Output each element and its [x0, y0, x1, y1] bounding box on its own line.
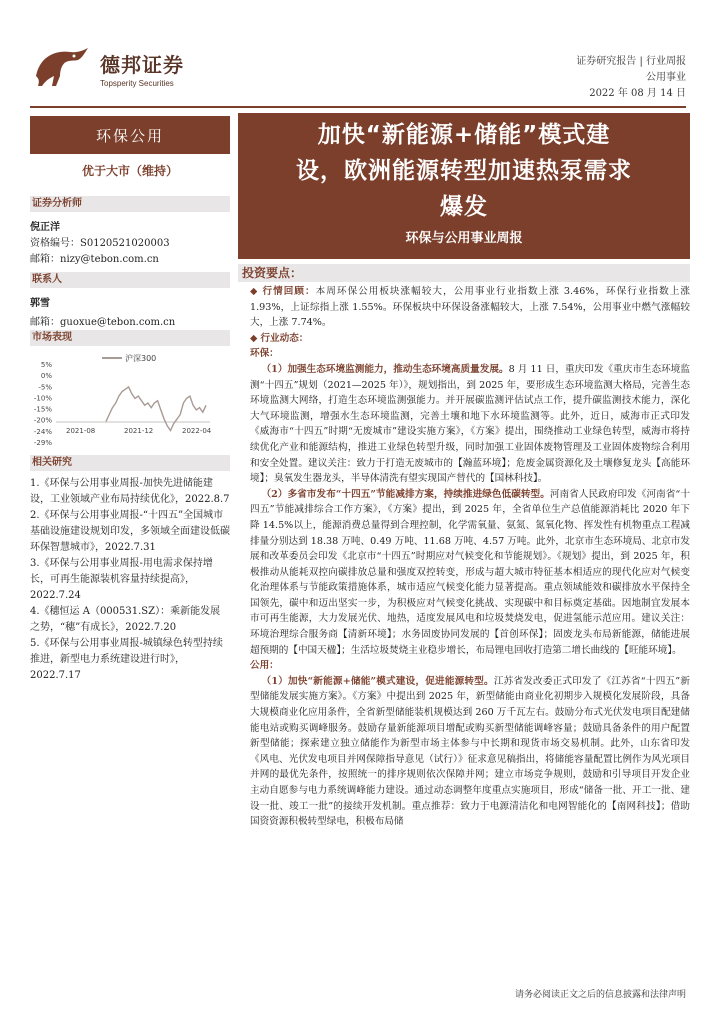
title-line-2: 设，欧洲能源转型加速热泵需求	[296, 158, 632, 184]
analyst-email[interactable]: 邮箱：nizy@tebon.com.cn	[30, 254, 159, 265]
related-item[interactable]: 1.《环保与公用事业周报-加快先进储能建设，工业领域产业布局持续优化》，2022.8.7	[30, 478, 230, 505]
env-paragraph-1	[238, 362, 690, 487]
footer-disclaimer: 请务必阅读正文之后的信息披露和法律声明	[514, 990, 686, 1000]
contact-email[interactable]: 邮箱：guoxue@tebon.com.cn	[30, 317, 176, 328]
market-performance-chart	[30, 350, 230, 450]
utility-paragraph-1-head: （1）加快“新能源+储能”模式建设，促进能源转型。	[261, 675, 494, 687]
y-tick-label: -5%	[38, 383, 52, 392]
related-section-header: 相关研究	[30, 455, 230, 471]
key-points-header: 投资要点：	[238, 264, 690, 282]
contact-name: 郭雪	[30, 298, 50, 309]
x-tick-label: 2021-08	[66, 427, 96, 435]
report-body	[238, 284, 690, 830]
market-review-paragraph	[238, 284, 690, 331]
y-tick-label: 0%	[40, 372, 52, 381]
env-paragraph-2	[238, 487, 690, 659]
utility-paragraph-1	[238, 674, 690, 830]
y-tick-label: -20%	[33, 416, 52, 425]
report-title	[238, 113, 690, 225]
analyst-section-header: 证券分析师	[30, 196, 230, 212]
y-tick-label: 5%	[40, 361, 52, 369]
related-item[interactable]: 2.《环保与公用事业周报-“十四五”全国城市基础设施建设规划印发，多领域全面建设低碳环保智慧城市》，2022.7.31	[30, 510, 230, 553]
brand-name-cn: 德邦证券	[100, 52, 184, 77]
related-research-list	[30, 476, 230, 684]
contact-section-header: 联系人	[30, 272, 230, 288]
related-item[interactable]: 4.《穗恒运 A（000531.SZ）：乘新能发展之势，“穗”有成长》，2022.7.20	[30, 606, 221, 633]
market-review-text: 本周环保公用板块涨幅较大，公用事业行业指数上涨 3.46%，环保行业指数上涨 1.93%，上证综指上涨 1.55%。环保板块中环保设备涨幅较大，上涨 7.54%，公用事业中燃气涨幅较大，上涨 7.74%。	[250, 286, 690, 329]
related-item[interactable]: 5.《环保与公用事业周报-城镇绿色转型持续推进，新型电力系统建设进行时》，2022.7.17	[30, 638, 223, 681]
report-sector: 公用事业	[646, 72, 686, 83]
analyst-cert: 资格编号：S0120521020003	[30, 238, 170, 249]
env-paragraph-1-head: （1）加强生态环境监测能力，推动生态环境高质量发展。	[261, 363, 509, 375]
industry-box: 环保公用	[30, 116, 230, 154]
utility-paragraph-1-text: 江苏省发改委正式印发了《江苏省“十四五”新型储能发展实施方案》。《方案》中提出到 2025 年，新型储能由商业化初期步入规模化发展阶段，具备大规模商业化应用条件，全省新型储能装机规模达到 260 万千瓦左右。鼓励分布式光伏发电项目配建储能电站或购买调峰服务。鼓励存量新能源项目增配或购买新型储能调峰容量；鼓励具备条件的用户配置新型储能；探索建立独立储能作为新型市场主体参与中长期和现货市场交易机制。此外，山东省印发《风电、光伏发电项目并网保障指导意见（试行）》征求意见稿指出，将储能容量配置比例作为风光项目并网的最优先条件，按照统一的排序规则依次保障并网；建立市场竞争规则，鼓励和引导项目开发企业主动自愿参与电力系统调峰能力建设。通过动态调整年度重点实施项目，形成“储备一批、开工一批、建设一批、竣工一批”的接续开发机制。重点推荐：致力于电源清洁化和电网智能化的【南网科技】；借助国资资源积极转型绿电，积极布局储	[250, 675, 691, 828]
env-paragraph-1-text: 8 月 11 日，重庆印发《重庆市生态环境监测“十四五”规划（2021—2025 年）》，规划指出，到 2025 年，要形成生态环境监测大格局，完善生态环境监测大网络，打造生态环境监测强能力。并开展碳监测评估试点工作，提升碳监测技术能力，深化大气环境监测，增强水生态环境监测，完善土壤和地下水环境监测等。此外，近日，威海市正式印发《威海市“十四五”时期“无废城市”建设实施方案》，《方案》提出，围绕推动工业绿色转型，威海市将持续优化产业和能源结构，推进工业绿色转型升级，同时加强工业固体废物管理及工业固体废物综合利用和安全处置。建议关注：致力于打造无废城市的【瀚蓝环境】；危废金属资源化及土壤修复龙头【高能环境】；臭氧发生器龙头，半导体清洗有望实现国产替代的【国林科技】。	[250, 363, 690, 485]
series-line-hs300	[106, 387, 206, 431]
brand-name-en: Topsperity Securities	[100, 78, 174, 88]
legend-label: 沪深300	[125, 354, 157, 363]
industry-dynamics-label: 行业动态：	[260, 332, 309, 344]
y-tick-label: -29%	[33, 439, 52, 447]
report-type: 证券研究报告 | 行业周报	[576, 56, 686, 67]
horse-logo-icon	[30, 46, 92, 90]
market-review-label: 行情回顾：	[262, 286, 316, 297]
y-tick-label: -24%	[33, 427, 52, 436]
title-box	[238, 113, 690, 259]
title-line-3: 爆发	[440, 194, 488, 220]
title-line-1: 加快“新能源+储能”模式建	[317, 122, 611, 148]
public-utility-label: 公用：	[250, 660, 279, 672]
env-label: 环保：	[250, 348, 279, 360]
x-tick-label: 2022-04	[182, 427, 212, 435]
rating: 优于大市（维持）	[81, 164, 178, 178]
env-paragraph-2-text: 河南省人民政府印发《河南省“十四五”节能减排综合工作方案》，《方案》提出，到 2025 年，全省单位生产总值能源消耗比 2020 年下降 14.5%以上，能源消费总量得到合理控制，化学需氧量、氨氮、氮氧化物、挥发性有机物重点工程减排量分别达到 18.38 万吨、0.49 万吨、11.68 万吨、4.57 万吨。此外，北京市生态环境局、北京市发展和改革委员会印发《北京市“十四五”时期应对气候变化和节能规划》。《规划》提出，到 2025 年，积极推动从能耗双控向碳排放总量和强度双控转变，形成与超大城市特征基本相适应的现代化应对气候变化治理体系与节能政策措施体系，城市适应气候变化能力显著提高。重点领域能效和碳排放水平保持全国领先，碳中和迈出坚实一步，为积极应对气候变化挑战、实现碳中和目标奠定基础。因地制宜发展本市可再生能源，大力发展光伏、地热，适度发展风电和垃圾焚烧发电，促进氢能示范应用。建议关注：环境治理综合服务商【清新环境】；水务固废协同发展的【首创环保】；固废龙头布局新能源，储能进展超预期的【中国天楹】；生活垃圾焚烧主业稳步增长，布局锂电回收打造第二增长曲线的【旺能环境】。	[250, 488, 691, 656]
bullet-icon: ◆	[250, 332, 261, 344]
env-paragraph-2-head: （2）多省市发布“十四五”节能减排方案，持续推进绿色低碳转型。	[261, 488, 550, 500]
report-subtitle: 环保与公用事业周报	[405, 231, 523, 246]
related-item[interactable]: 3.《环保与公用事业周报-用电需求保持增长，可再生能源装机容量持续提高》，2022.7.24	[30, 558, 213, 601]
report-header	[576, 54, 686, 102]
x-tick-label: 2021-12	[124, 427, 154, 435]
industry-dynamics-label-row	[238, 331, 690, 347]
brand-logo	[30, 46, 184, 90]
y-tick-label: -10%	[33, 394, 52, 403]
report-date: 2022 年 08 月 14 日	[589, 88, 686, 99]
market-section-header: 市场表现	[30, 330, 230, 346]
bullet-icon: ◆	[250, 286, 263, 297]
analyst-name: 倪正洋	[30, 222, 60, 233]
y-tick-label: -15%	[33, 405, 52, 414]
header-rule	[30, 106, 686, 108]
